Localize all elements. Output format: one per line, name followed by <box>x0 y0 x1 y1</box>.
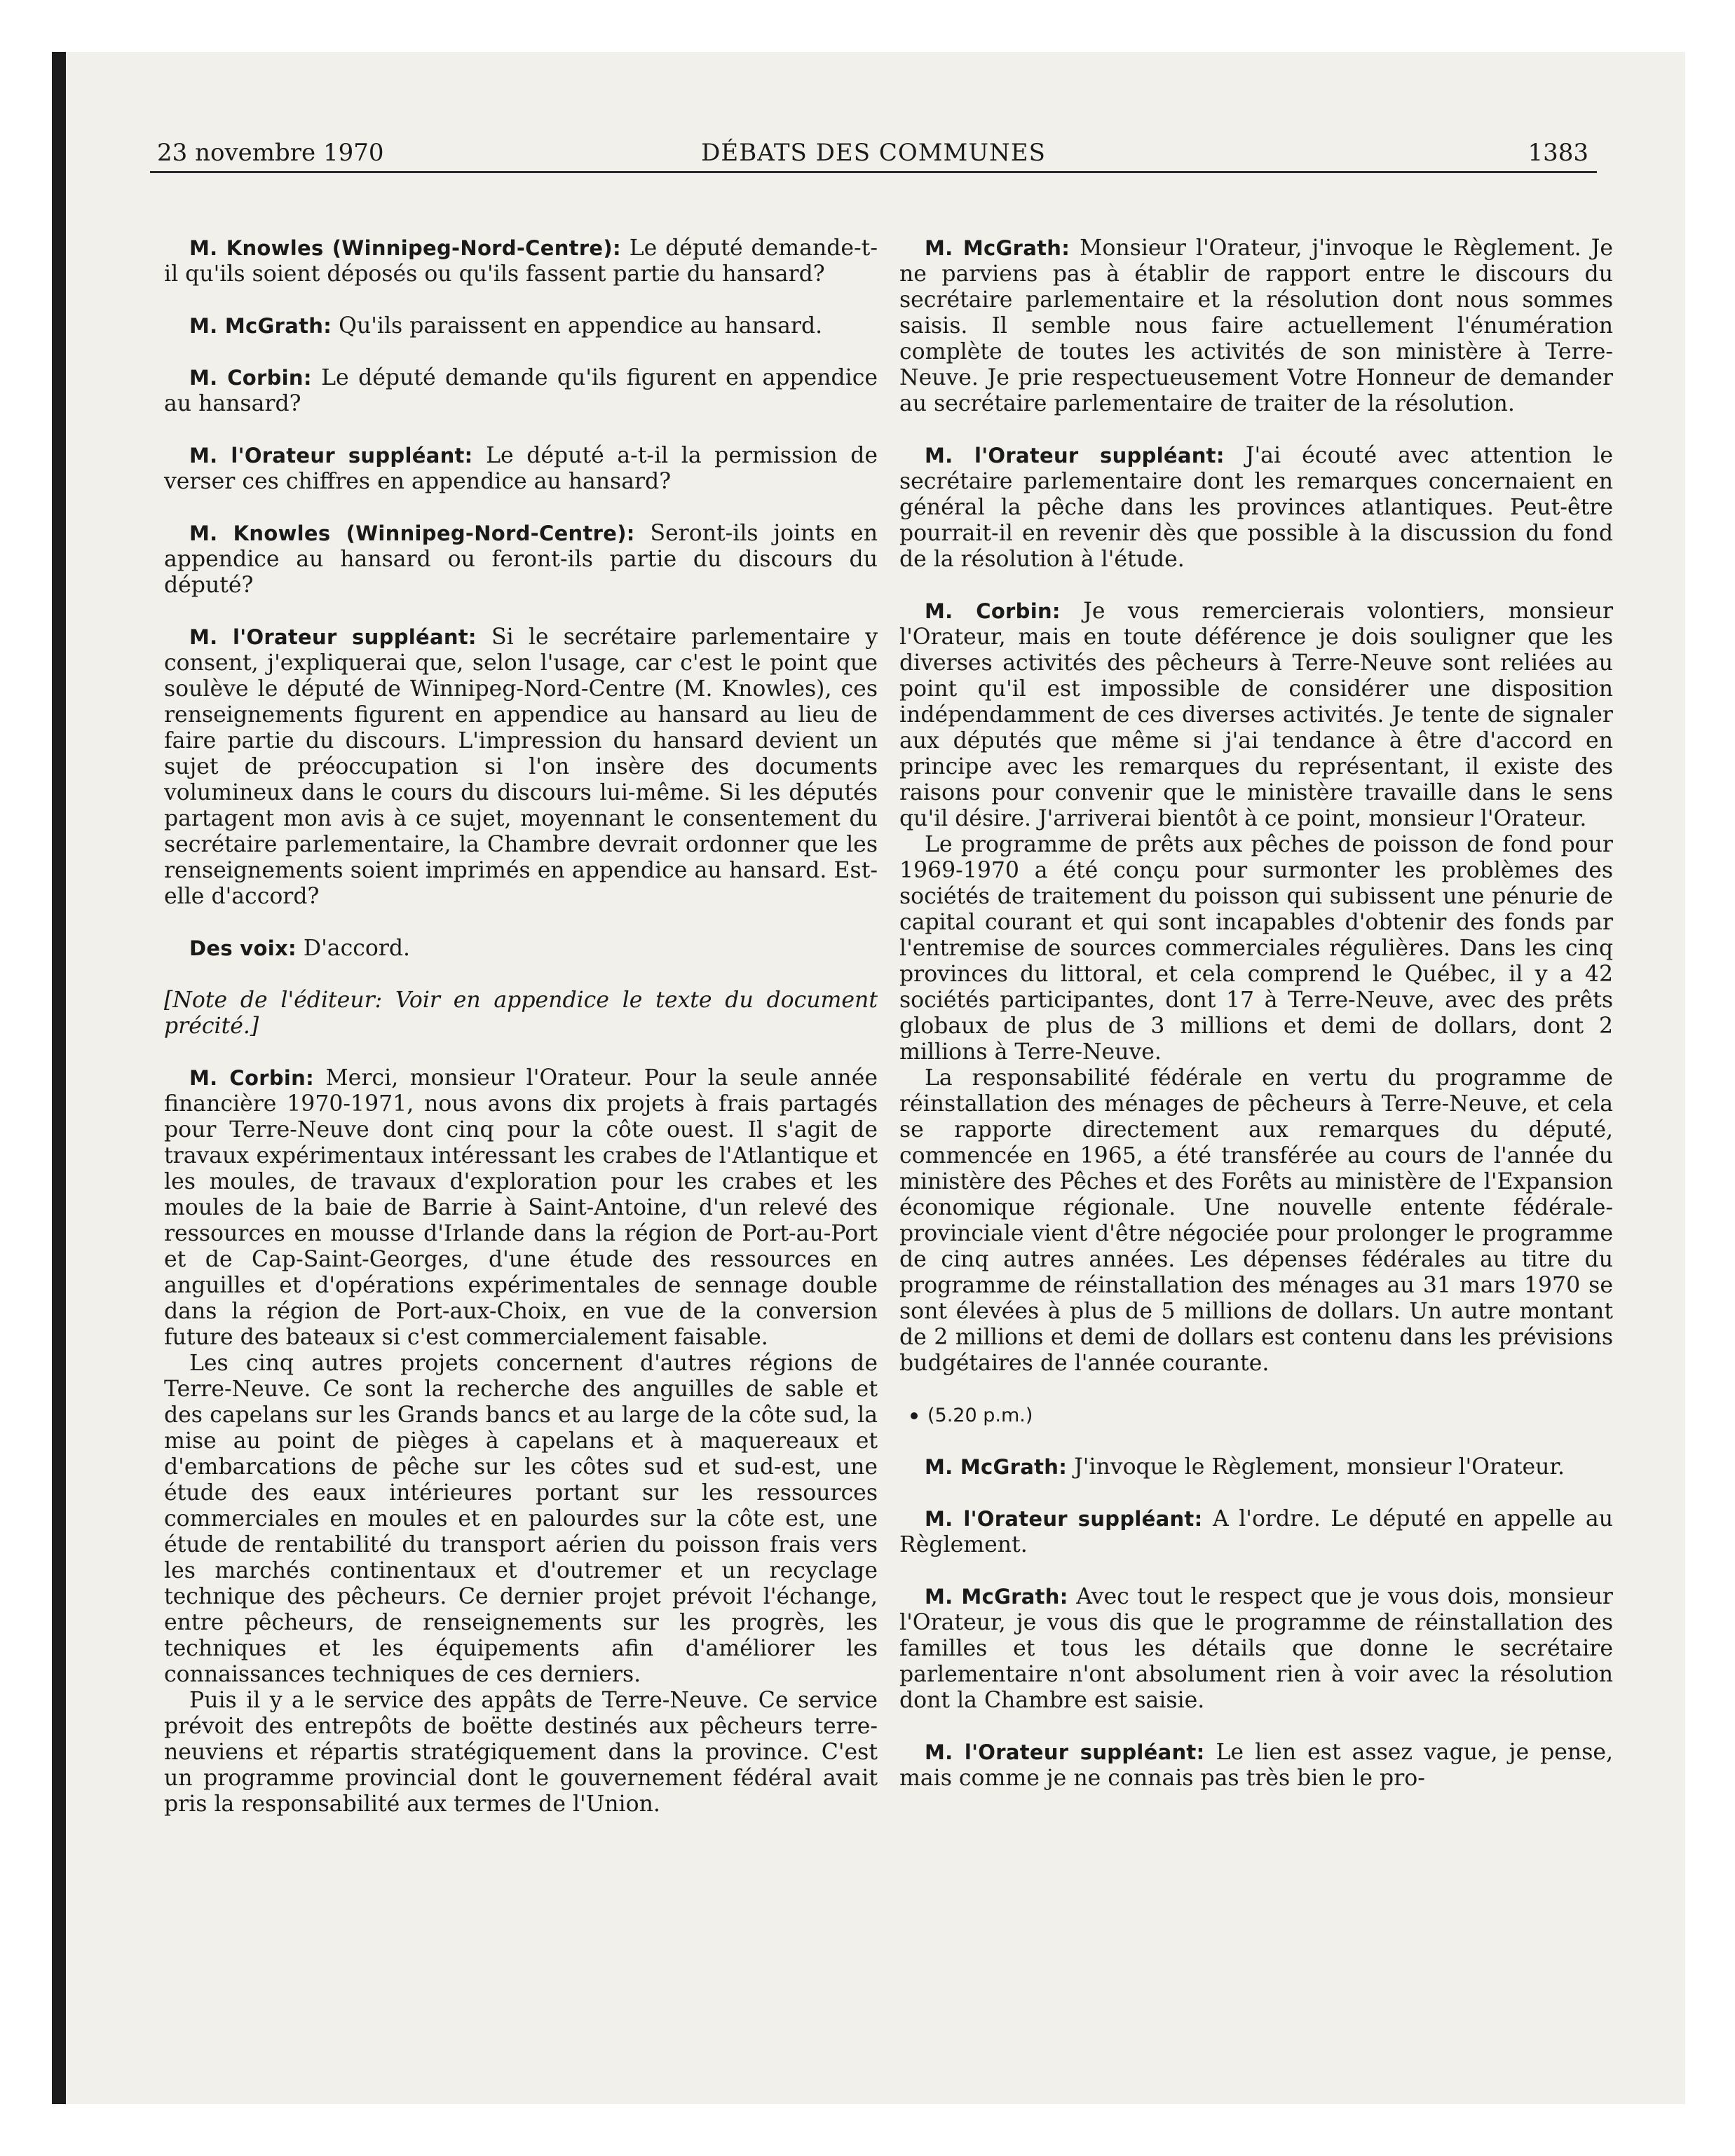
paragraph <box>164 313 878 339</box>
paragraph: Les cinq autres projets concernent d'autres régions de Terre-Neuve. Ce sont la recherche des anguilles de sable et des capelans sur les Grands bancs et au large de la côte sud, la mise au point de pièges à capelans et à maquereaux et d'embarcations de pêche sur les côtes sud et sud-est, une étude des eaux intérieures portant sur les ressources commerciales en moules et en palourdes sur la côte est, une étude de rentabilité du transport aérien du poisson frais vers les marchés continentaux et d'outremer et un recyclage technique des pêcheurs. Ce dernier projet prévoit l'échange, entre pêcheurs, de renseignements sur les progrès, les techniques et les équipements afin d'améliorer les connaissances techniques de ces derniers. <box>164 1351 878 1687</box>
paragraph <box>899 236 1613 417</box>
speech-text: Seront-ils joints en appendice au hansard ou feront-ils partie du discours du député? <box>164 521 878 598</box>
speaker-name: M. l'Orateur suppléant: <box>189 625 477 649</box>
paragraph: Puis il y a le service des appâts de Terre-Neuve. Ce service prévoit des entrepôts de boëtte destinés aux pêcheurs terre-neuviens et répartis stratégiquement dans la province. C'est un programme provincial dont le gouvernement fédéral avait pris la responsabilité aux termes de l'Union. <box>164 1688 878 1817</box>
editor-note: [Note de l'éditeur: Voir en appendice le texte du document précité.] <box>164 988 878 1039</box>
speech-text: Je vous remercierais volontiers, monsieur l'Orateur, mais en toute déférence je dois souligner que les diverses activités des pêcheurs à Terre-Neuve sont reliées au point qu'il est impossible de considérer une disposition indépendamment de ces diverses activités. Je tente de signaler aux députés que même si j'ai tendance à être d'accord en principe avec les remarques du représentant, il existe des raisons pour convenir que le ministère travaille dans le sens qu'il désire. J'arriverai bientôt à ce point, monsieur l'Orateur. <box>899 599 1614 831</box>
speaker-name: M. l'Orateur suppléant: <box>925 444 1225 468</box>
header-date: 23 novembre 1970 <box>157 139 384 167</box>
speaker-name: M. Knowles (Winnipeg-Nord-Centre): <box>189 521 635 545</box>
speech-text: Si le secrétaire parlementaire y consent, j'expliquerai que, selon l'usage, car c'est le point que soulève le député de Winnipeg-Nord-Centre (M. Knowles), ces renseignements figurent en appendice au hansard au lieu de faire partie du discours. L'impression du hansard devient un sujet de préoccupation si l'on insère des documents volumineux dans le cours du discours lui-même. Si les députés partagent mon avis à ce sujet, moyennant le consentement du secrétaire parlementaire, la Chambre devrait ordonner que les renseignements soient imprimés en appendice au hansard. Est-elle d'accord? <box>164 625 878 909</box>
paragraph <box>899 1740 1613 1792</box>
paragraph <box>899 1584 1613 1714</box>
speech-text: Le député a-t-il la permission de verser ces chiffres en appendice au hansard? <box>164 443 878 494</box>
speech-text: J'invoque le Règlement, monsieur l'Orateur. <box>1067 1454 1565 1480</box>
speaker-name: M. Corbin: <box>925 599 1061 623</box>
speech-text: Qu'ils paraissent en appendice au hansard. <box>332 313 823 339</box>
header-title: DÉBATS DES COMMUNES <box>701 139 1046 167</box>
speech-text: D'accord. <box>296 936 411 961</box>
speech-text: Le lien est assez vague, je pense, mais comme je ne connais pas très bien le pro- <box>899 1740 1614 1791</box>
speech-text: Monsieur l'Orateur, j'invoque le Règlement. Je ne parviens pas à établir de rapport entre le discours du secrétaire parlementaire et la résolution dont nous sommes saisis. Il semble nous faire actuellement l'énumération complète de toutes les activités de son ministère à Terre-Neuve. Je prie respectueusement Votre Honneur de demander au secrétaire parlementaire de traiter de la résolution. <box>899 236 1613 416</box>
speech-text: A l'ordre. Le député en appelle au Règlement. <box>899 1506 1613 1557</box>
paragraph <box>899 599 1613 832</box>
paragraph <box>899 1454 1613 1480</box>
speaker-name: M. McGrath: <box>925 1455 1068 1479</box>
paragraph: Le programme de prêts aux pêches de poisson de fond pour 1969-1970 a été conçu pour surmonter les problèmes des sociétés de traitement du poisson qui subissent une pénurie de capital courant et qui sont incapables d'obtenir des fonds par l'entremise de sources commerciales régulières. Dans les cinq provinces du littoral, et cela comprend le Québec, il y a 42 sociétés participantes, dont 17 à Terre-Neuve, avec des prêts globaux de plus de 3 millions et demi de dollars, dont 2 millions à Terre-Neuve. <box>899 832 1613 1065</box>
paragraph <box>164 936 878 962</box>
speaker-name: M. Corbin: <box>189 366 312 390</box>
speaker-name: M. l'Orateur suppléant: <box>189 444 473 468</box>
paragraph <box>164 625 878 910</box>
page-number: 1383 <box>1528 139 1588 167</box>
speaker-name: M. McGrath: <box>189 314 332 338</box>
paragraph <box>899 1506 1613 1558</box>
speaker-name: Des voix: <box>189 936 297 960</box>
paragraph <box>164 521 878 599</box>
timestamp-text: (5.20 p.m.) <box>927 1405 1033 1426</box>
timestamp <box>899 1403 1613 1428</box>
speech-text: Avec tout le respect que je vous dois, monsieur l'Orateur, je vous dis que le programme de réinstallation des familles et tous les détails que donne le secrétaire parlementaire n'ont absolument rien à voir avec la résolution dont la Chambre est saisie. <box>899 1584 1613 1713</box>
right-column <box>899 236 1613 1817</box>
paragraph <box>164 365 878 417</box>
paragraph: La responsabilité fédérale en vertu du programme de réinstallation des ménages de pêcheurs à Terre-Neuve, et cela se rapporte directement aux remarques du député, commencée en 1965, a été transférée au cours de l'année du ministère des Pêches et des Forêts au ministère de l'Expansion économique régionale. Une nouvelle entente fédérale-provinciale vient d'être négociée pour prolonger le programme de cinq autres années. Les dépenses fédérales au titre du programme de réinstallation des ménages au 31 mars 1970 se sont élevées à plus de 5 millions de dollars. Un autre montant de 2 millions et demi de dollars est contenu dans les prévisions budgétaires de l'année courante. <box>899 1065 1613 1376</box>
paragraph <box>899 443 1613 573</box>
speaker-name: M. Corbin: <box>189 1066 314 1090</box>
page-header <box>150 137 1597 173</box>
speaker-name: M. Knowles (Winnipeg-Nord-Centre): <box>189 236 621 260</box>
paragraph <box>164 443 878 495</box>
left-column <box>164 236 878 1843</box>
speaker-name: M. l'Orateur suppléant: <box>925 1740 1205 1764</box>
paragraph <box>164 1065 878 1351</box>
speech-text: Le député demande-t-il qu'ils soient déposés ou qu'ils fassent partie du hansard? <box>164 236 878 287</box>
speaker-name: M. McGrath: <box>925 1585 1068 1609</box>
bullet-icon <box>911 1412 918 1419</box>
speech-text: Le député demande qu'ils figurent en appendice au hansard? <box>164 365 878 416</box>
speech-text: Merci, monsieur l'Orateur. Pour la seule année financière 1970-1971, nous avons dix projets à frais partagés pour Terre-Neuve dont cinq pour la côte ouest. Il s'agit de travaux expérimentaux intéressant les crabes de l'Atlantique et les moules, de travaux d'exploration pour les crabes et les moules de la baie de Barrie à Saint-Antoine, d'un relevé des ressources en mousse d'Irlande dans la région de Port-au-Port et de Cap-Saint-Georges, d'une étude des ressources en anguilles et d'opérations expérimentales de sennage double dans la région de Port-aux-Choix, en vue de la conversion future des bateaux si c'est commercialement faisable. <box>164 1065 878 1350</box>
speaker-name: M. McGrath: <box>925 236 1070 260</box>
paragraph <box>164 236 878 287</box>
speaker-name: M. l'Orateur suppléant: <box>925 1507 1203 1531</box>
speech-text: J'ai écouté avec attention le secrétaire parlementaire dont les remarques concernaient en général la pêche dans les provinces atlantiques. Peut-être pourrait-il en revenir dès que possible à la discussion du fond de la résolution à l'étude. <box>899 443 1613 572</box>
